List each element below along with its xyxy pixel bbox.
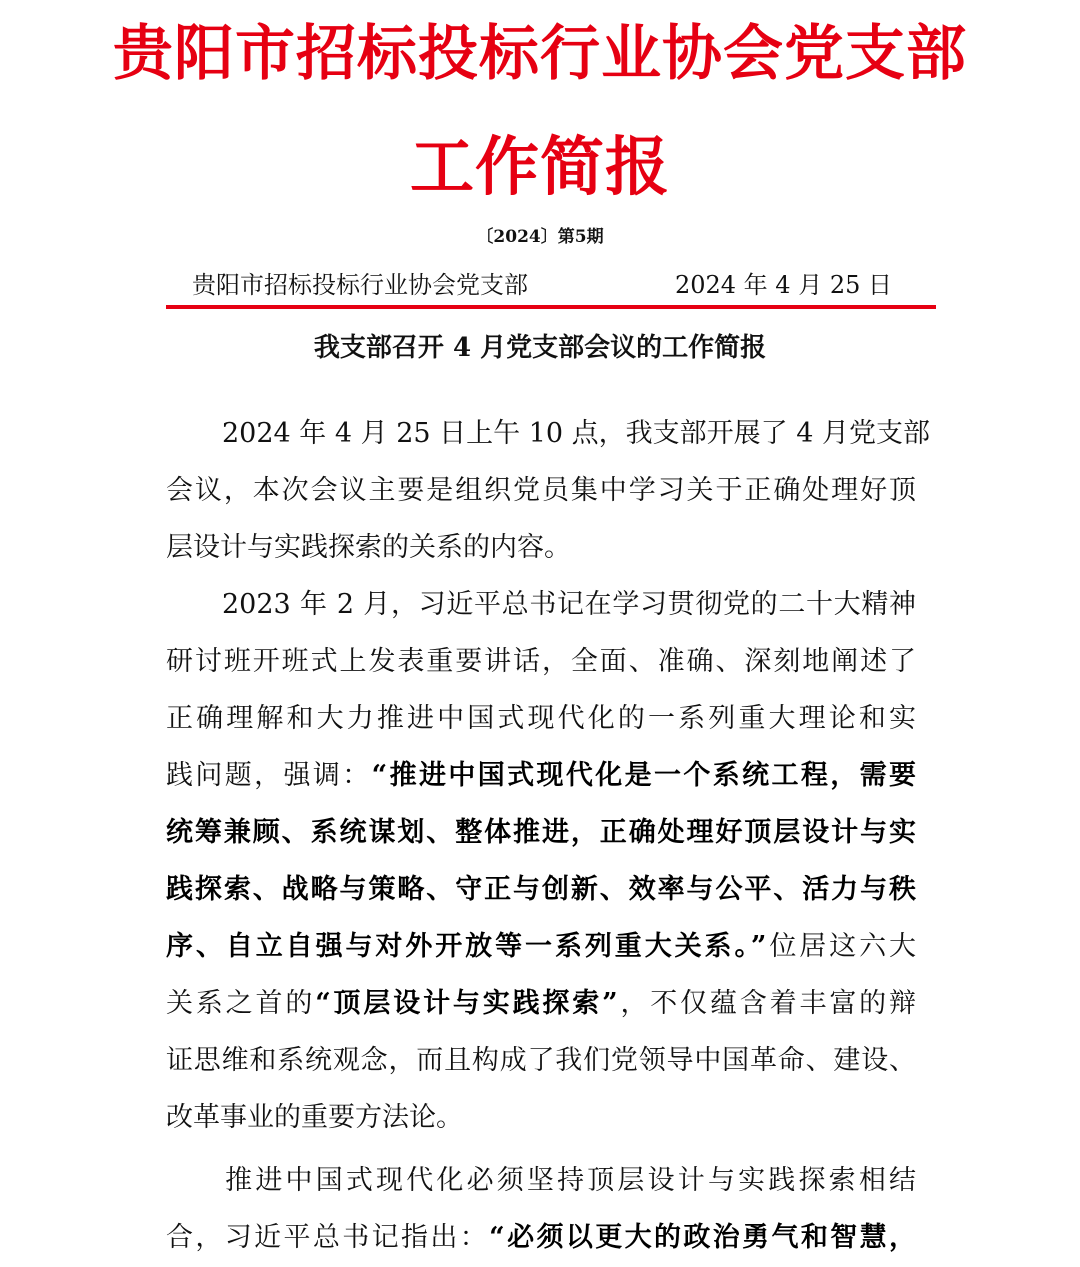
quote-emphasis: “顶层设计与实践探索” bbox=[315, 988, 618, 1019]
quote-emphasis: “推进中国式现代化是一个系统工程，需要 bbox=[371, 760, 917, 791]
paragraph-line: 关系之首的“顶层设计与实践探索”，不仅蕴含着丰富的辩 bbox=[166, 988, 916, 1019]
paragraph-2 bbox=[166, 576, 916, 1146]
paragraph-line: 层设计与实践探索的关系的内容。 bbox=[166, 532, 571, 563]
paragraph-line: 正确理解和大力推进中国式现代化的一系列重大理论和实 bbox=[166, 703, 916, 734]
paragraph-line: 序、自立自强与对外开放等一系列重大关系。”位居这六大 bbox=[166, 931, 916, 962]
paragraph-line: 会议，本次会议主要是组织党员集中学习关于正确处理好顶 bbox=[166, 475, 916, 506]
quote-emphasis: “必须以更大的政治勇气和智慧， bbox=[489, 1222, 917, 1253]
quote-emphasis: 践探索、战略与策略、守正与创新、效率与公平、活力与秩 bbox=[166, 874, 916, 905]
issue-date: 2024 年 4 月 25 日 bbox=[674, 271, 892, 299]
paragraph-line: 改革事业的重要方法论。 bbox=[166, 1102, 463, 1133]
paragraph-1 bbox=[166, 405, 931, 576]
paragraph-line: 践问题，强调：“推进中国式现代化是一个系统工程，需要 bbox=[166, 760, 917, 791]
paragraph-line: 推进中国式现代化必须坚持顶层设计与实践探索相结 bbox=[222, 1165, 916, 1196]
quote-emphasis: 统筹兼顾、系统谋划、整体推进，正确处理好顶层设计与实 bbox=[166, 817, 916, 848]
issuer-name: 贵阳市招标投标行业协会党支部 bbox=[192, 271, 528, 299]
masthead-org-title: 贵阳市招标投标行业协会党支部 bbox=[113, 19, 967, 89]
paragraph-line: 2024 年 4 月 25 日上午 10 点，我支部开展了 4 月党支部 bbox=[222, 418, 931, 449]
issuer-row bbox=[192, 268, 892, 302]
paragraph-line: 合，习近平总书记指出：“必须以更大的政治勇气和智慧， bbox=[166, 1222, 917, 1253]
paragraph-3 bbox=[166, 1152, 916, 1266]
paragraph-line: 研讨班开班式上发表重要讲话，全面、准确、深刻地阐述了 bbox=[166, 646, 916, 677]
article-title: 我支部召开 4 月党支部会议的工作简报 bbox=[313, 333, 767, 363]
issue-number: 〔2024〕第5期 bbox=[476, 227, 604, 247]
masthead-bulletin-title: 工作简报 bbox=[410, 130, 670, 205]
paragraph-line bbox=[166, 804, 916, 861]
paragraph-line: 2023 年 2 月，习近平总书记在学习贯彻党的二十大精神 bbox=[222, 589, 916, 620]
paragraph-line: 证思维和系统观念，而且构成了我们党领导中国革命、建设、 bbox=[166, 1045, 916, 1076]
red-divider bbox=[166, 305, 936, 309]
quote-emphasis: 序、自立自强与对外开放等一系列重大关系。” bbox=[166, 931, 767, 962]
paragraph-line bbox=[166, 861, 916, 918]
